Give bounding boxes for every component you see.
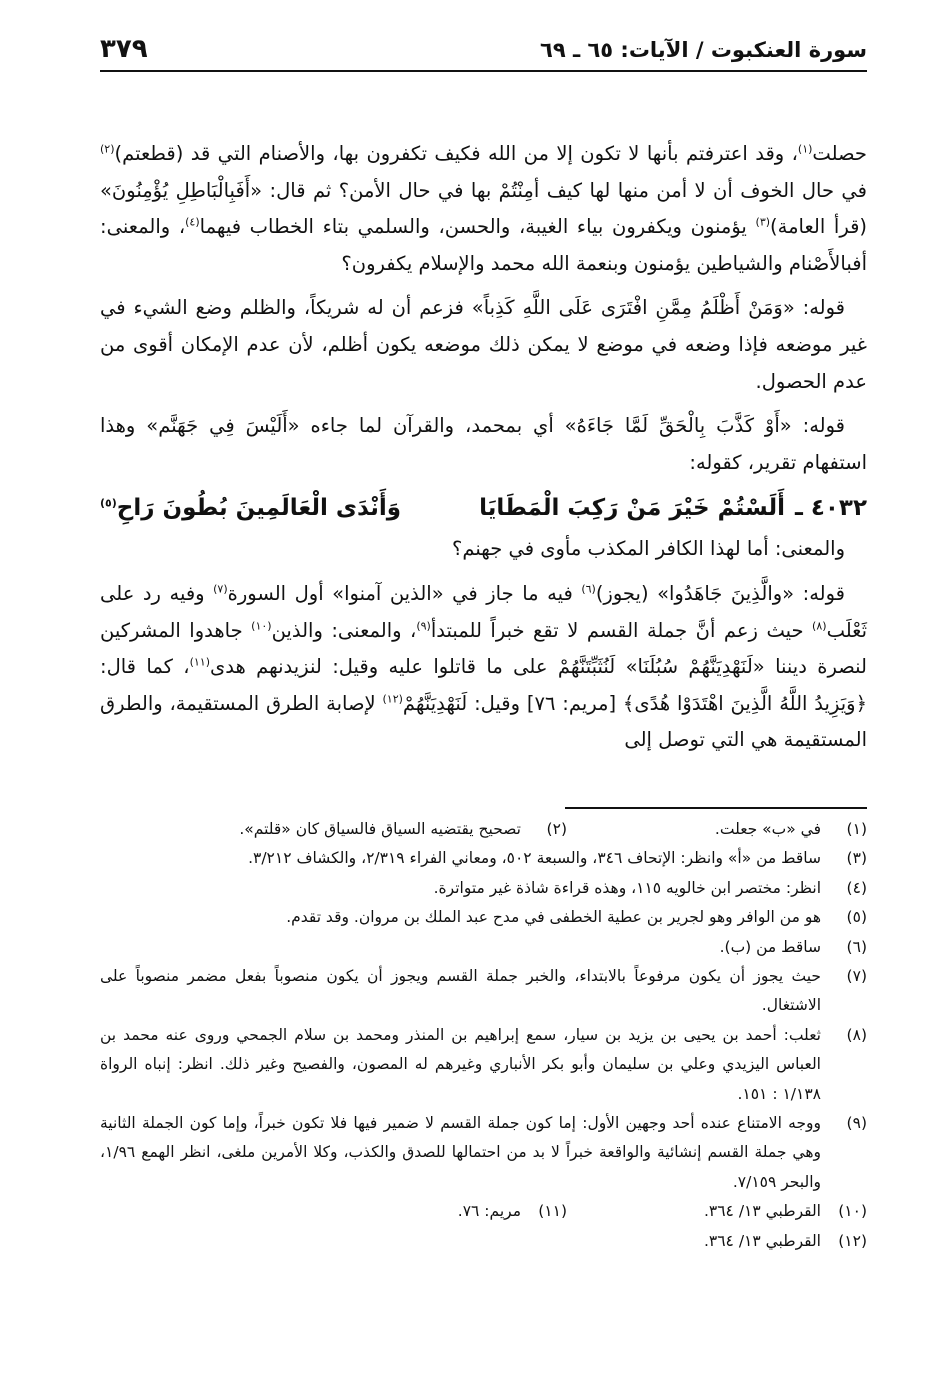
- footnote-text: هو من الوافر وهو لجرير بن عطية الخطفى في مدح عبد الملك بن مروان. وقد تقدم.: [286, 908, 821, 927]
- footnote-divider: [565, 807, 867, 809]
- footnote-ref-8[interactable]: (٨): [812, 619, 827, 633]
- footnote-ref-10[interactable]: (١٠): [251, 619, 272, 633]
- footnote-number: (٦): [846, 937, 867, 956]
- paragraph-2: قوله: «وَمَنْ أَظْلَمُ مِمَّنِ افْتَرَى عَلَى اللَّهِ كَذِباً» فزعم أن له شريكاً، والظلم وضع الشيء في غير موضعه فإذا وضعه في موضع لا يمكن ذلك موضعه يكون أظلم، لأن عدم الإمكان أقوى من عدم الحصول.: [100, 296, 867, 393]
- footnote-number: (١١): [538, 1202, 567, 1221]
- text-run: حيث زعم أنَّ جملة القسم لا تقع خبراً للمبتدأ: [430, 618, 813, 642]
- footnote-text: حيث يجوز أن يكون مرفوعاً بالابتداء، والخبر جملة القسم ويجوز أن يكون منصوباً بفعل مضمر منصوباً على الاشتغال.: [100, 966, 821, 1015]
- footnote-text: ساقط من (ب).: [719, 937, 821, 956]
- footnote-ref-5[interactable]: (٥): [100, 496, 117, 510]
- footnote-5: [100, 903, 867, 932]
- footnote-ref-9[interactable]: (٩): [416, 619, 431, 633]
- footnote-number: (١٢): [838, 1231, 867, 1250]
- text-run: جاهدوا المشركين لنصرة ديننا «لَنَهْدِيَنَّهُمْ سُبُلَنَا» لَنُثَبِّتَنَّهُمْ على ما قاتلوا عليه وقيل: لنزيدنهم هدى: [100, 618, 867, 679]
- text-run: لإصابة الطرق المستقيمة، والطرق المستقيمة هي التي توصل إلى: [100, 691, 867, 752]
- text-run: ، والمعنى: أفبالأَصْنام والشياطين يؤمنون وبنعمة الله محمد والإسلام يكفرون؟: [100, 215, 867, 275]
- footnote-number: (١): [846, 819, 867, 838]
- text-run: حصلت: [812, 142, 867, 165]
- footnotes: [100, 815, 867, 1256]
- main-text: [100, 136, 867, 759]
- surah-title: سورة العنكبوت / الآيات: ٦٥ ـ ٦٩: [540, 38, 867, 62]
- footnote-9: [100, 1109, 867, 1197]
- footnote-number: (٤): [846, 878, 867, 897]
- verse-hemistich-first: أَلَسْتُمْ خَيْرَ مَنْ رَكِبَ الْمَطَايَا: [479, 495, 785, 522]
- footnote-text: انظر: مختصر ابن خالويه ١١٥، وهذه قراءة شاذة غير متواترة.: [433, 878, 821, 897]
- footnote-7: [100, 962, 867, 1021]
- footnote-text: في «ب» جعلت.: [714, 819, 821, 838]
- footnote-number: (٣): [846, 849, 867, 868]
- text-run: ، والمعنى: والذين: [271, 618, 417, 642]
- footnote-number: (١٠): [838, 1202, 867, 1221]
- text-run: قوله: «والَّذِينَ جَاهَدُوا» (يجوز): [595, 581, 845, 605]
- footnote-ref-1[interactable]: (١): [797, 142, 813, 156]
- text-run: ، وقد اعترفتم بأنها لا تكون إلا من الله فكيف تكفرون بها، والأصنام التي قد (قطعتم): [114, 142, 798, 165]
- text-run: وفيه رد على ثَعْلَب: [100, 581, 868, 642]
- verse-number: ٤٠٣٢ ـ: [794, 495, 867, 522]
- footnote-number: (٥): [846, 908, 867, 927]
- footnote-number: (٨): [846, 1025, 867, 1044]
- paragraph-3: قوله: «أَوْ كَذَّبَ بِالْحَقِّ لَمَّا جَاءَهُ» أي بمحمد، والقرآن لما جاءه «أَلَيْسَ فِي جَهَنَّم» وهذا استفهام تقرير، كقوله:: [100, 414, 867, 474]
- poetry-verse: [100, 489, 867, 527]
- footnote-text: ووجه الامتناع عنده أحد وجهين الأول: إما كون جملة القسم لا ضمير فيها فلا تكون خبراً، وإما كون الجملة الثانية وهي جملة القسم إنشائية والواقعة خبراً لا بد من احتمالها للصدق والكذب، وكلا الأمرين ملغى، انظر الهمع ١/٩٦، والبحر ٧/١٥٩.: [100, 1113, 821, 1191]
- footnote-6: [100, 933, 867, 962]
- footnote-text: القرطبي ١٣/ ٣٦٤.: [703, 1231, 821, 1250]
- verse-hemistich-second: [100, 489, 442, 527]
- footnote-ref-4[interactable]: (٤): [185, 215, 200, 229]
- footnote-row: [100, 815, 867, 844]
- footnote-1: [567, 815, 867, 844]
- footnote-number: (٢): [546, 819, 567, 838]
- text-run: يؤمنون ويكفرون بياء الغيبة، والحسن، والسلمي بتاء الخطاب فيهما: [199, 215, 756, 239]
- footnote-2: [100, 815, 567, 844]
- text-run: ، كما قال: ﴿وَيَزِيدُ اللَّهُ الَّذِينَ اهْتَدَوْا هُدًى﴾ [مريم: ٧٦] وقيل: لَنَهْدِيَنَّهُمْ: [100, 655, 868, 715]
- footnote-text: ساقط من «أ» وانظر: الإتحاف ٣٤٦، والسبعة ٥٠٢، ومعاني الفراء ٢/٣١٩، والكشاف ٣/٢١٢.: [248, 849, 821, 868]
- footnote-number: (٧): [846, 966, 867, 985]
- footnote-number: (٩): [846, 1113, 867, 1132]
- text-run: فيه ما جاز في «الذين آمنوا» أول السورة: [227, 581, 582, 605]
- page-number: ٣٧٩: [100, 34, 148, 64]
- paragraph-1: [100, 136, 867, 282]
- footnote-12: [100, 1227, 867, 1256]
- footnote-ref-7[interactable]: (٧): [213, 582, 228, 596]
- footnote-11: [100, 1197, 567, 1226]
- paragraph-4: والمعنى: أما لهذا الكافر المكذب مأوى في جهنم؟: [452, 537, 845, 561]
- text-run: في حال الخوف أن لا أمن منها لها كيف أمِنْتُمْ بها في حال الأمن؟ ثم قال: «أَفَبِالْبَاطِلِ يُؤْمِنُونَ» (قرأ العامة): [100, 178, 868, 239]
- footnote-ref-11[interactable]: (١١): [189, 655, 210, 669]
- running-header: [100, 34, 867, 72]
- paragraph-5: [100, 576, 867, 759]
- verse-hemistich-second-text: وَأَنْدَى الْعَالَمِينَ بُطُونَ رَاحِ: [116, 495, 402, 522]
- footnote-8: [100, 1021, 867, 1109]
- footnote-row: [100, 1197, 867, 1226]
- footnote-4: [100, 874, 867, 903]
- footnote-ref-6[interactable]: (٦): [581, 582, 596, 596]
- footnote-ref-3[interactable]: (٣): [755, 215, 771, 229]
- footnote-10: [567, 1197, 867, 1226]
- footnote-text: ثعلب: أحمد بن يحيى بن يزيد بن سيار، سمع إبراهيم بن المنذر ومحمد بن سلام الجمحي وروى عنه محمد بن العباس اليزيدي وعلي بن سليمان وأبو بكر الأنباري وغيرهم له المصون، والفصيح وغير ذلك. انظر: إنباه الرواة ١/١٣٨ : ١٥١.: [100, 1025, 821, 1103]
- footnote-3: [100, 844, 867, 873]
- footnote-text: مريم: ٧٦.: [457, 1202, 521, 1221]
- footnote-ref-2[interactable]: (٢): [100, 142, 115, 156]
- footnote-text: القرطبي ١٣/ ٣٦٤.: [703, 1202, 821, 1221]
- footnote-text: تصحيح يقتضيه السياق فالسياق كان «قلتم».: [239, 819, 521, 838]
- footnote-ref-12[interactable]: (١٢): [382, 692, 403, 706]
